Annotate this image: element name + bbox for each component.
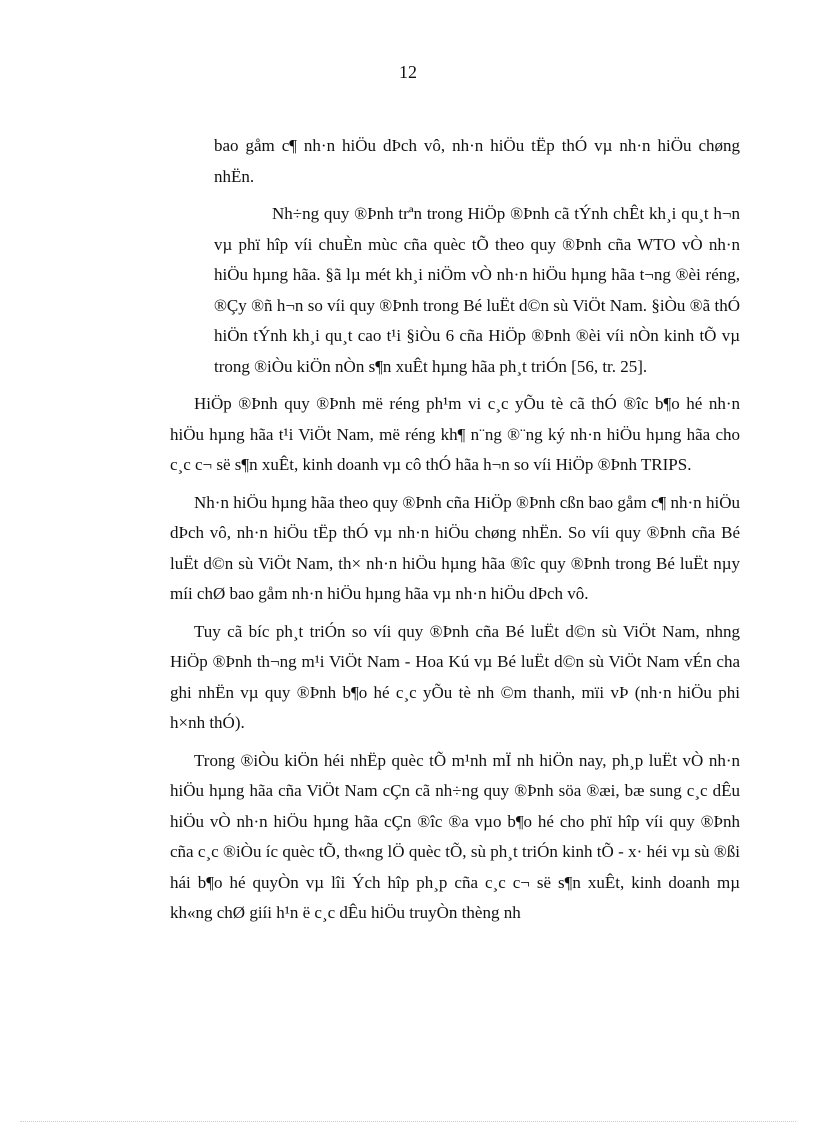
paragraph: HiÖp ®Þnh quy ®Þnh më réng ph¹m vi c¸c yÕu tè cã thÓ ®îc b¶o hé nh·n hiÖu hµng hãa t¹i ViÖt Nam, më réng kh¶ n¨ng ®¨ng ký nh·n hiÖu hµng hãa cho c¸c c¬ së s¶n xuÊt, kinh doanh vµ cô thÓ hãa h¬n so víi HiÖp ®Þnh TRIPS. [170, 394, 740, 474]
quoted-block [170, 131, 740, 382]
page-bottom-divider [20, 1121, 796, 1122]
page-body [170, 131, 740, 936]
paragraph: Nh·n hiÖu hµng hãa theo quy ®Þnh cña HiÖp ®Þnh cßn bao gåm c¶ nh·n hiÖu dÞch vô, nh·n hiÖu tËp thÓ vµ nh·n hiÖu chøng nhËn. So víi quy ®Þnh cña Bé luËt d©n sù ViÖt Nam, th× nh·n hiÖu hµng hãa ®îc quy ®Þnh trong Bé luËt nµy míi chØ bao gåm nh·n hiÖu hµng hãa vµ nh·n hiÖu dÞch vô. [170, 492, 740, 603]
paragraph: Tuy cã bíc ph¸t triÓn so víi quy ®Þnh cña Bé luËt d©n sù ViÖt Nam, nhng HiÖp ®Þnh th¬ng m¹i ViÖt Nam - Hoa Kú vµ Bé luËt d©n sù ViÖt Nam vÉn cha ghi nhËn vµ quy ®Þnh b¶o hé c¸c yÕu tè nh ©m thanh, mïi vÞ (nh·n hiÖu phi h×nh thÓ). [170, 621, 740, 732]
paragraph-continuation: bao gåm c¶ nh·n hiÖu dÞch vô, nh·n hiÖu tËp thÓ vµ nh·n hiÖu chøng nhËn. [214, 136, 740, 186]
paragraph: Trong ®iÒu kiÖn héi nhËp quèc tÕ m¹nh mÏ nh hiÖn nay, ph¸p luËt vÒ nh·n hiÖu hµng hãa cña ViÖt Nam cÇn cã nh÷ng quy ®Þnh söa ®æi, bæ sung c¸c dÊu hiÖu vÒ nh·n hiÖu hµng hãa cÇn ®îc ®a vµo b¶o hé cho phï hîp víi quy ®Þnh cña c¸c ®iÒu íc quèc tÕ, th«ng lÖ quèc tÕ, sù ph¸t triÓn kinh tÕ - x· héi vµ sù ®ßi hái b¶o hé quyÒn vµ lîi Ých hîp ph¸p cña c¸c c¬ së s¶n xuÊt, kinh doanh mµ kh«ng chØ giíi h¹n ë c¸c dÊu hiÖu truyÒn thèng nh [170, 750, 740, 922]
paragraph-quote: Nh÷ng quy ®Þnh trªn trong HiÖp ®Þnh cã tÝnh chÊt kh¸i qu¸t h¬n vµ phï hîp víi chuÈn mùc cña quèc tÕ theo quy ®Þnh cña WTO vÒ nh·n hiÖu hµng hãa. §ã lµ mét kh¸i niÖm vÒ nh·n hiÖu hµng hãa t¬ng ®èi réng, ®Çy ®ñ h¬n so víi quy ®Þnh trong Bé luËt d©n sù ViÖt Nam. §iÒu ®ã thÓ hiÖn tÝnh kh¸i qu¸t cao t¹i §iÒu 6 cña HiÖp ®Þnh ®èi víi nÒn kinh tÕ vµ trong ®iÒu kiÖn nÒn s¶n xuÊt hµng hãa ph¸t triÓn [56, tr. 25]. [214, 204, 740, 376]
page-number: 12 [399, 62, 417, 82]
